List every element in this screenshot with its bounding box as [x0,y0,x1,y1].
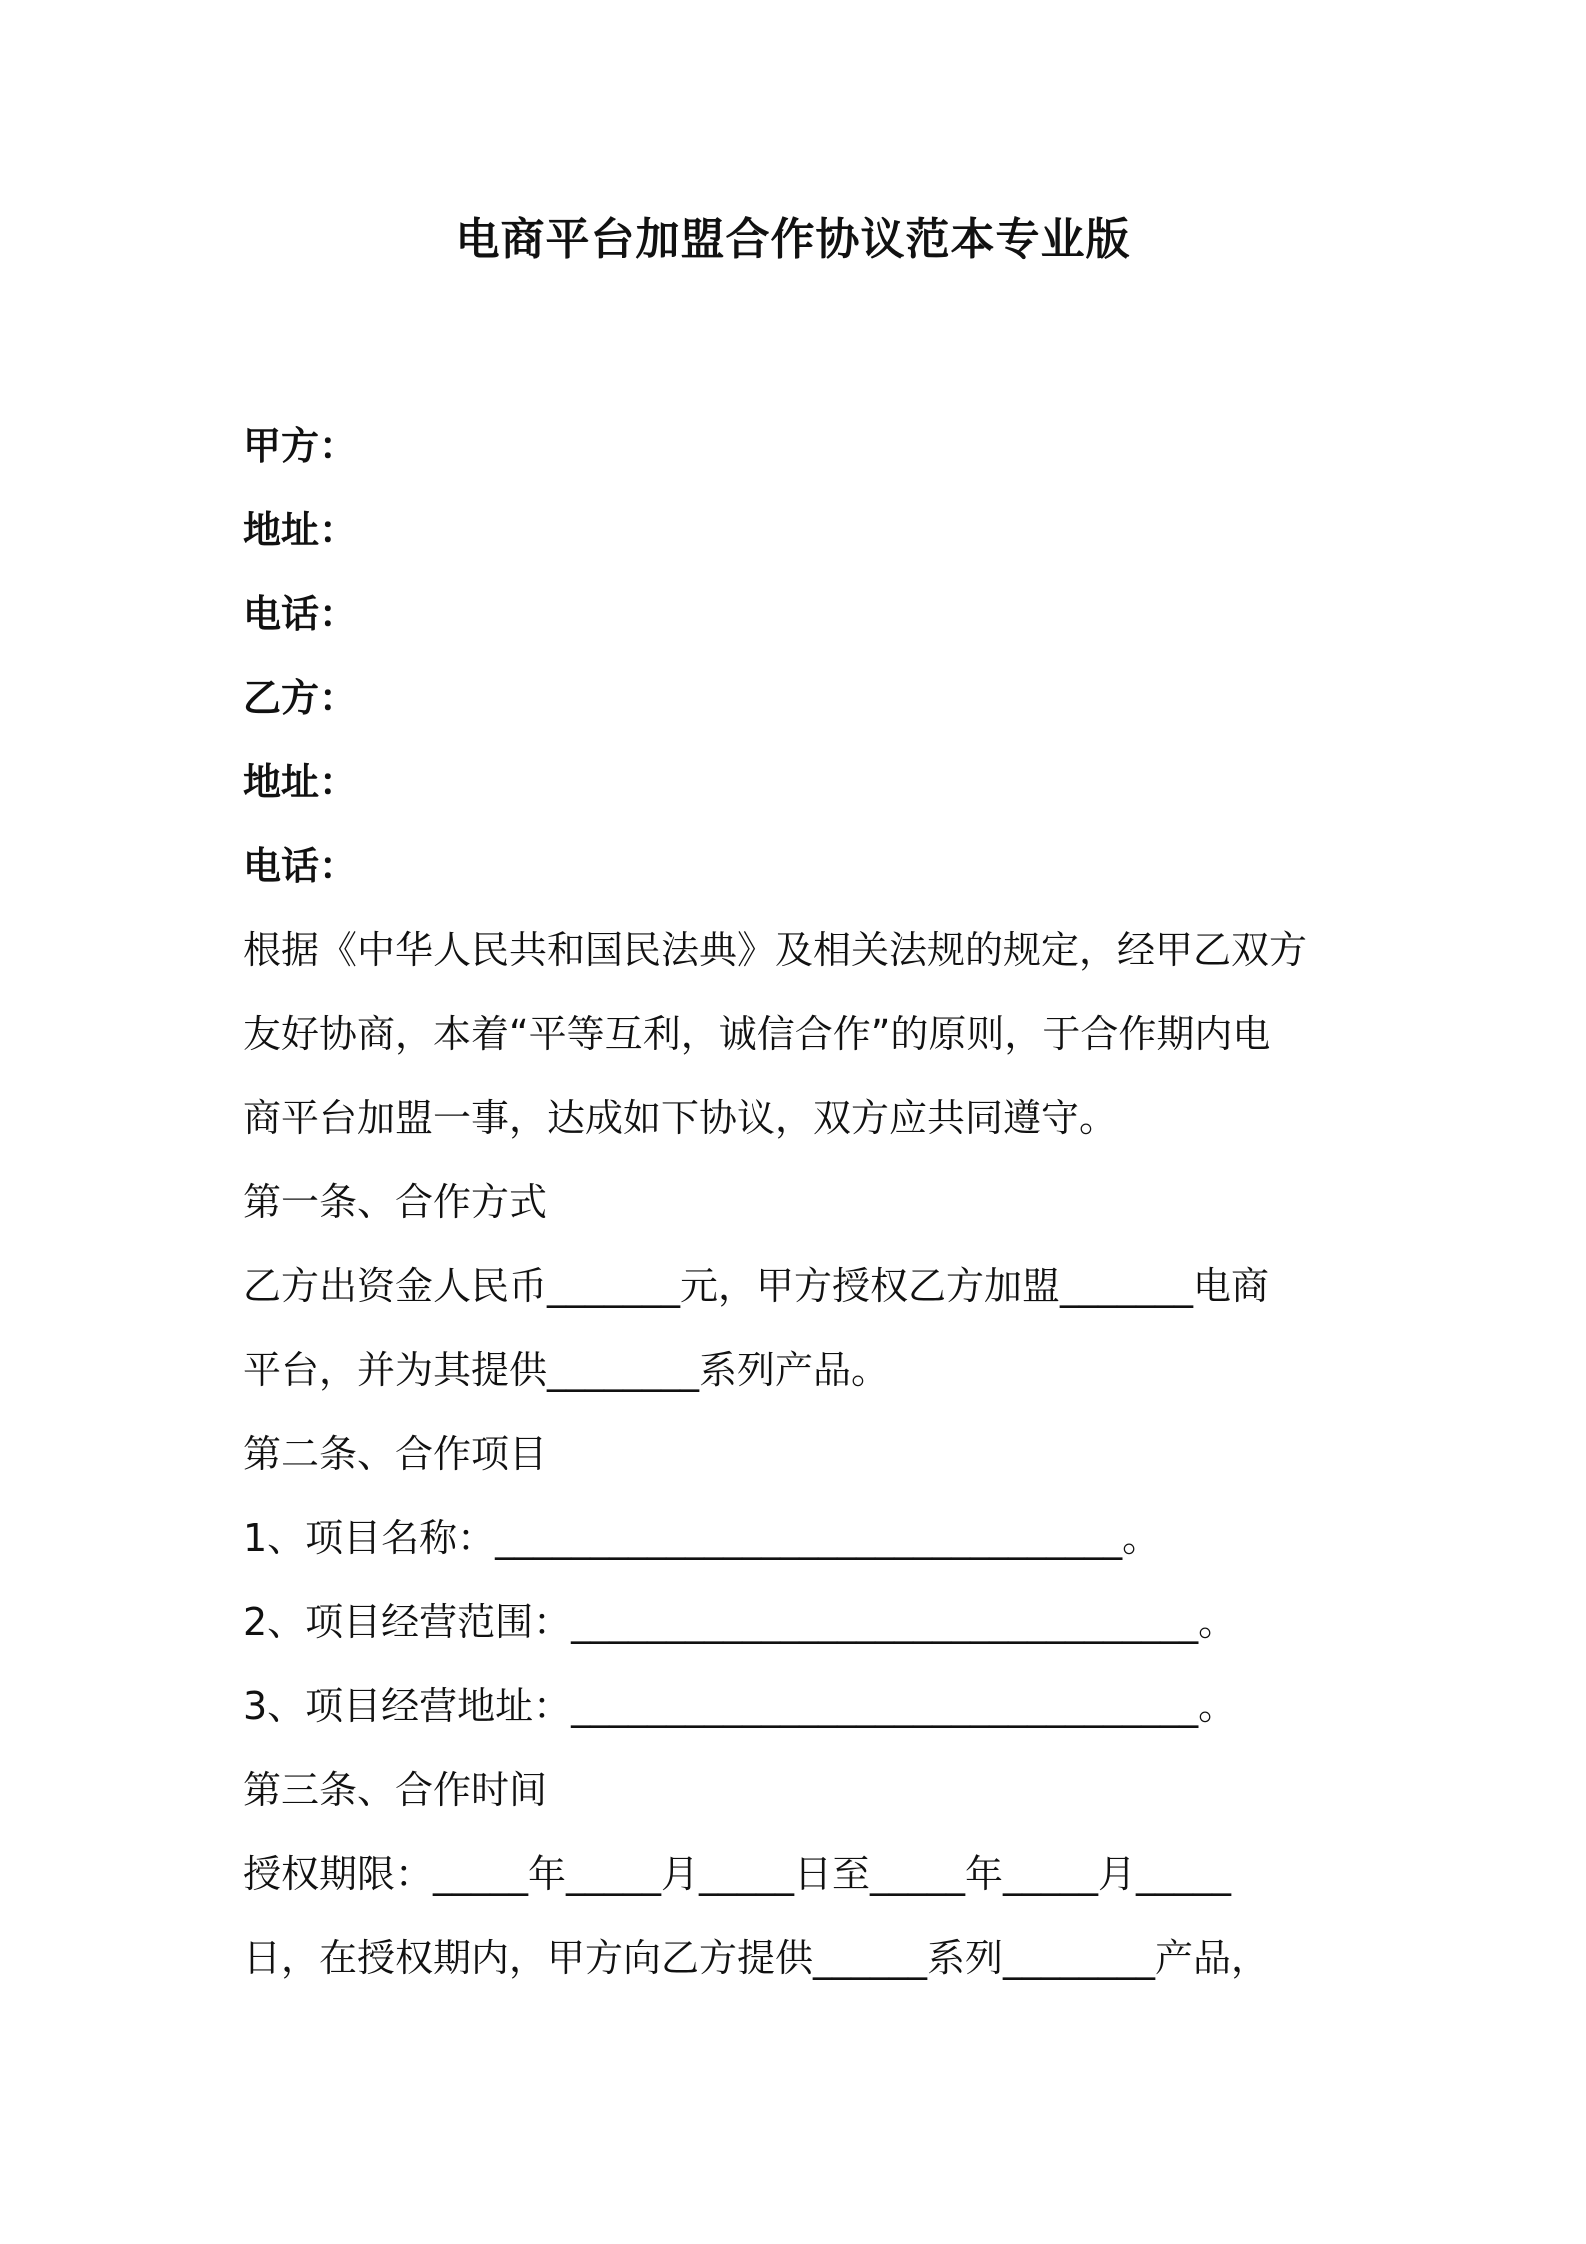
article-2-item: 2、项目经营范围：_________________________________。 [243,1600,1237,1644]
article-3-line: 日，在授权期内，甲方向乙方提供______系列________产品， [243,1936,1270,1980]
preamble-line: 根据《中华人民共和国民法典》及相关法规的规定，经甲乙双方 [243,928,1308,972]
document-title: 电商平台加盟合作协议范本专业版 [455,214,1131,265]
article-3-line: 授权期限：_____年_____月_____日至_____年_____月_____ [243,1852,1232,1896]
party-b-phone-label: 电话： [243,844,358,888]
document-body [243,404,1353,2000]
article-2-item: 3、项目经营地址：_________________________________。 [243,1684,1237,1728]
article-2-item: 1、项目名称：_________________________________。 [243,1516,1161,1560]
party-b-address-label: 地址： [243,760,358,804]
party-a-phone-label: 电话： [243,592,358,636]
article-1-heading: 第一条、合作方式 [243,1180,548,1224]
party-a-address-label: 地址： [243,508,358,552]
article-3-heading: 第三条、合作时间 [243,1768,548,1812]
article-1-line: 乙方出资金人民币_______元，甲方授权乙方加盟_______电商 [243,1264,1270,1308]
party-a-name-label: 甲方： [243,424,358,468]
article-1-line: 平台，并为其提供________系列产品。 [243,1348,890,1392]
preamble-line: 友好协商，本着“平等互利，诚信合作”的原则，于合作期内电 [243,1012,1271,1056]
party-b-name-label: 乙方： [243,676,358,720]
preamble-line: 商平台加盟一事，达成如下协议，双方应共同遵守。 [243,1096,1118,1140]
article-2-heading: 第二条、合作项目 [243,1432,548,1476]
